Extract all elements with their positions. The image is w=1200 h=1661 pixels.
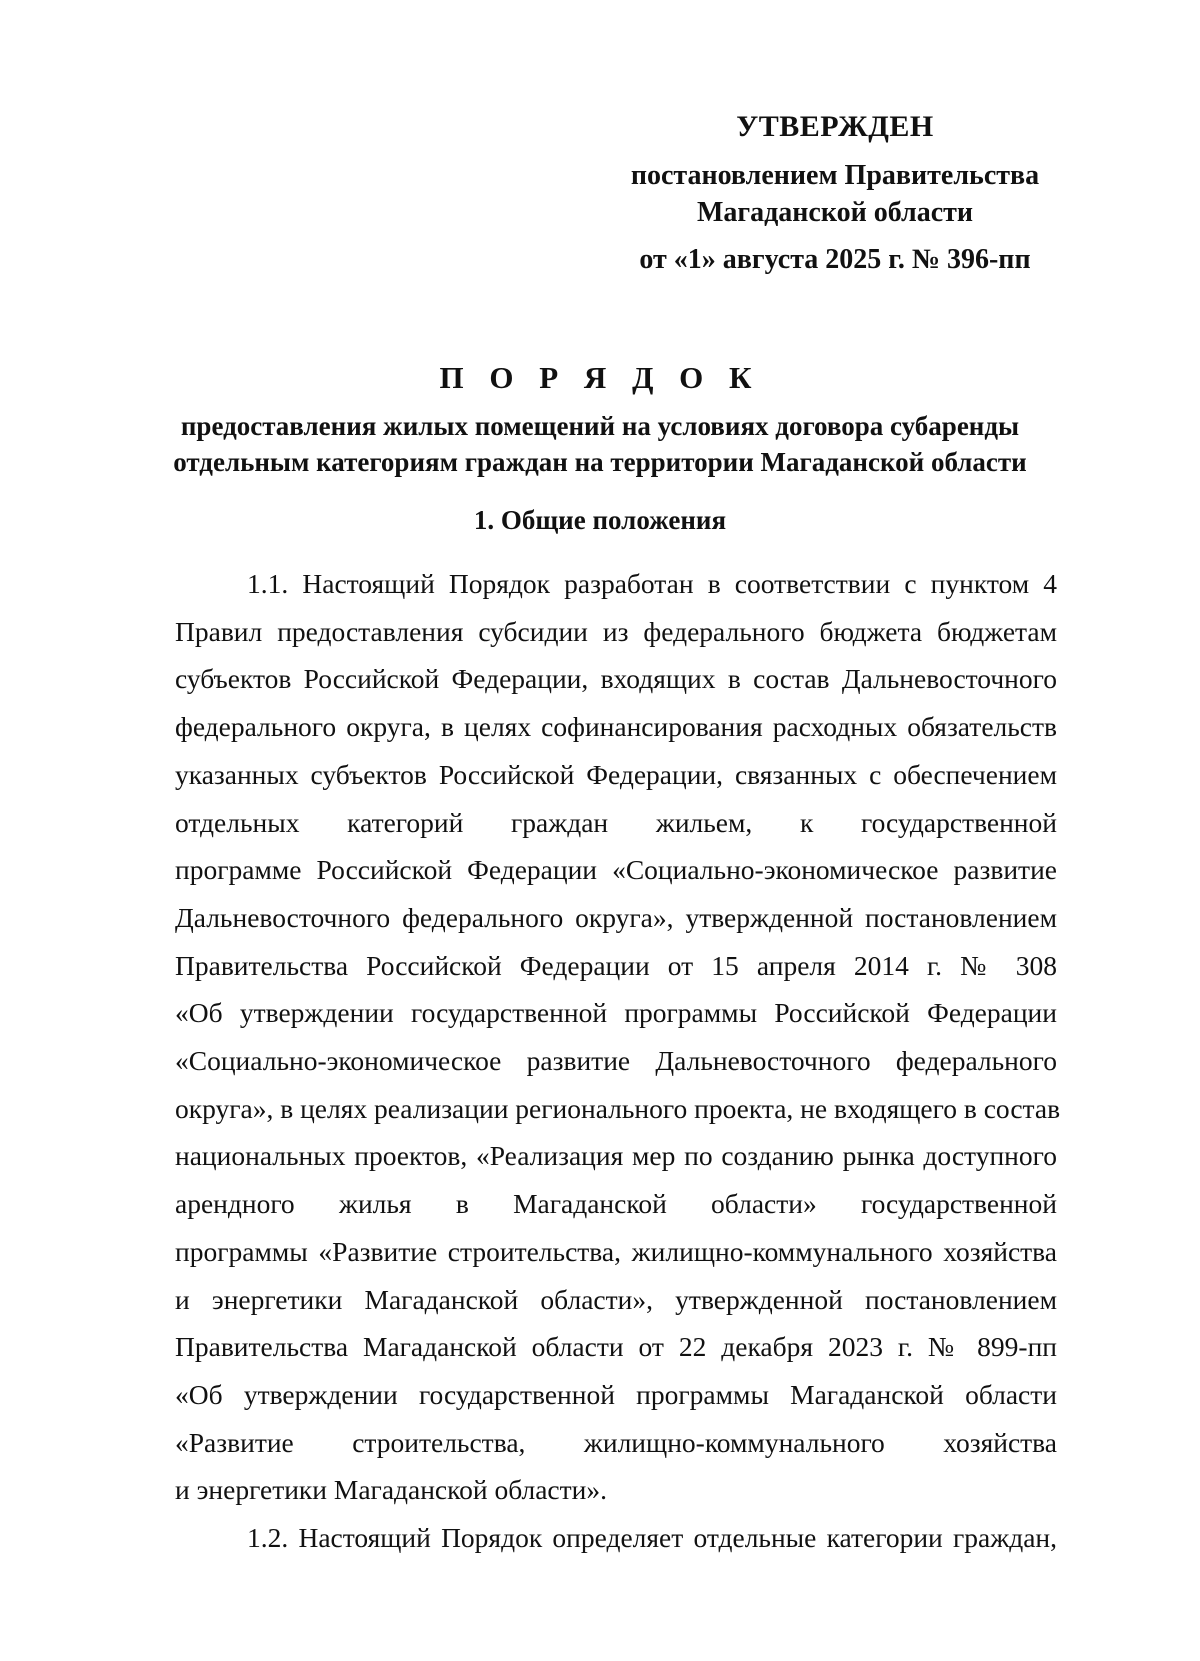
body-line: 1.1. Настоящий Порядок разработан в соответствии с пунктом 4	[247, 568, 1057, 599]
body-line: «Об утверждении государственной программы Магаданской области	[175, 1378, 1057, 1410]
approval-line-2: Магаданской области	[696, 197, 974, 228]
body-line: национальных проектов, «Реализация мер по созданию рынка доступного	[175, 1140, 1057, 1172]
body-line: Правительства Магаданской области от 22 декабря 2023 г. № 899-пп	[175, 1331, 1057, 1363]
body-line: Дальневосточного федерального округа», утвержденной постановлением	[175, 901, 1057, 933]
body-line: субъектов Российской Федерации, входящих в состав Дальневосточного	[175, 663, 1057, 695]
subtitle-line-1: предоставления жилых помещений на условиях договора субаренды	[180, 411, 1020, 441]
body-line: программе Российской Федерации «Социально-экономическое развитие	[175, 854, 1057, 886]
section-heading: 1. Общие положения	[473, 505, 727, 535]
body-line: и энергетики Магаданской области», утвержденной постановлением	[175, 1283, 1057, 1315]
body-line: округа», в целях реализации регионального проекта, не входящего в состав	[175, 1092, 1061, 1124]
document-title: П О Р Я Д О К	[439, 360, 761, 395]
body-line: указанных субъектов Российской Федерации, связанных с обеспечением	[175, 758, 1057, 790]
decree-reference: от «1» августа 2025 г. № 396-пп	[639, 244, 1031, 275]
approval-line-1: постановлением Правительства	[630, 160, 1040, 191]
subtitle-line-2: отдельным категориям граждан на территории Магаданской области	[173, 447, 1027, 477]
body-line: 1.2. Настоящий Порядок определяет отдельные категории граждан,	[247, 1522, 1057, 1554]
document-body	[175, 560, 1061, 1562]
document-subtitle	[150, 408, 1050, 480]
body-line: Правительства Российской Федерации от 15 апреля 2014 г. № 308	[175, 949, 1057, 981]
body-line: Правил предоставления субсидии из федерального бюджета бюджетам	[175, 615, 1057, 647]
body-line: «Развитие строительства, жилищно-коммунального хозяйства	[175, 1426, 1057, 1458]
approval-stamp	[620, 108, 1050, 278]
body-line: программы «Развитие строительства, жилищно-коммунального хозяйства	[175, 1235, 1057, 1267]
body-line: «Социально-экономическое развитие Дальневосточного федерального	[175, 1045, 1057, 1077]
body-line: отдельных категорий граждан жильем, к государственной	[175, 806, 1057, 838]
body-line: федерального округа, в целях софинансирования расходных обязательств	[175, 711, 1057, 743]
body-line: арендного жилья в Магаданской области» государственной	[175, 1188, 1057, 1220]
body-line: «Об утверждении государственной программы Российской Федерации	[175, 997, 1057, 1029]
body-line: и энергетики Магаданской области».	[175, 1474, 607, 1506]
approval-title: УТВЕРЖДЕН	[736, 110, 934, 143]
